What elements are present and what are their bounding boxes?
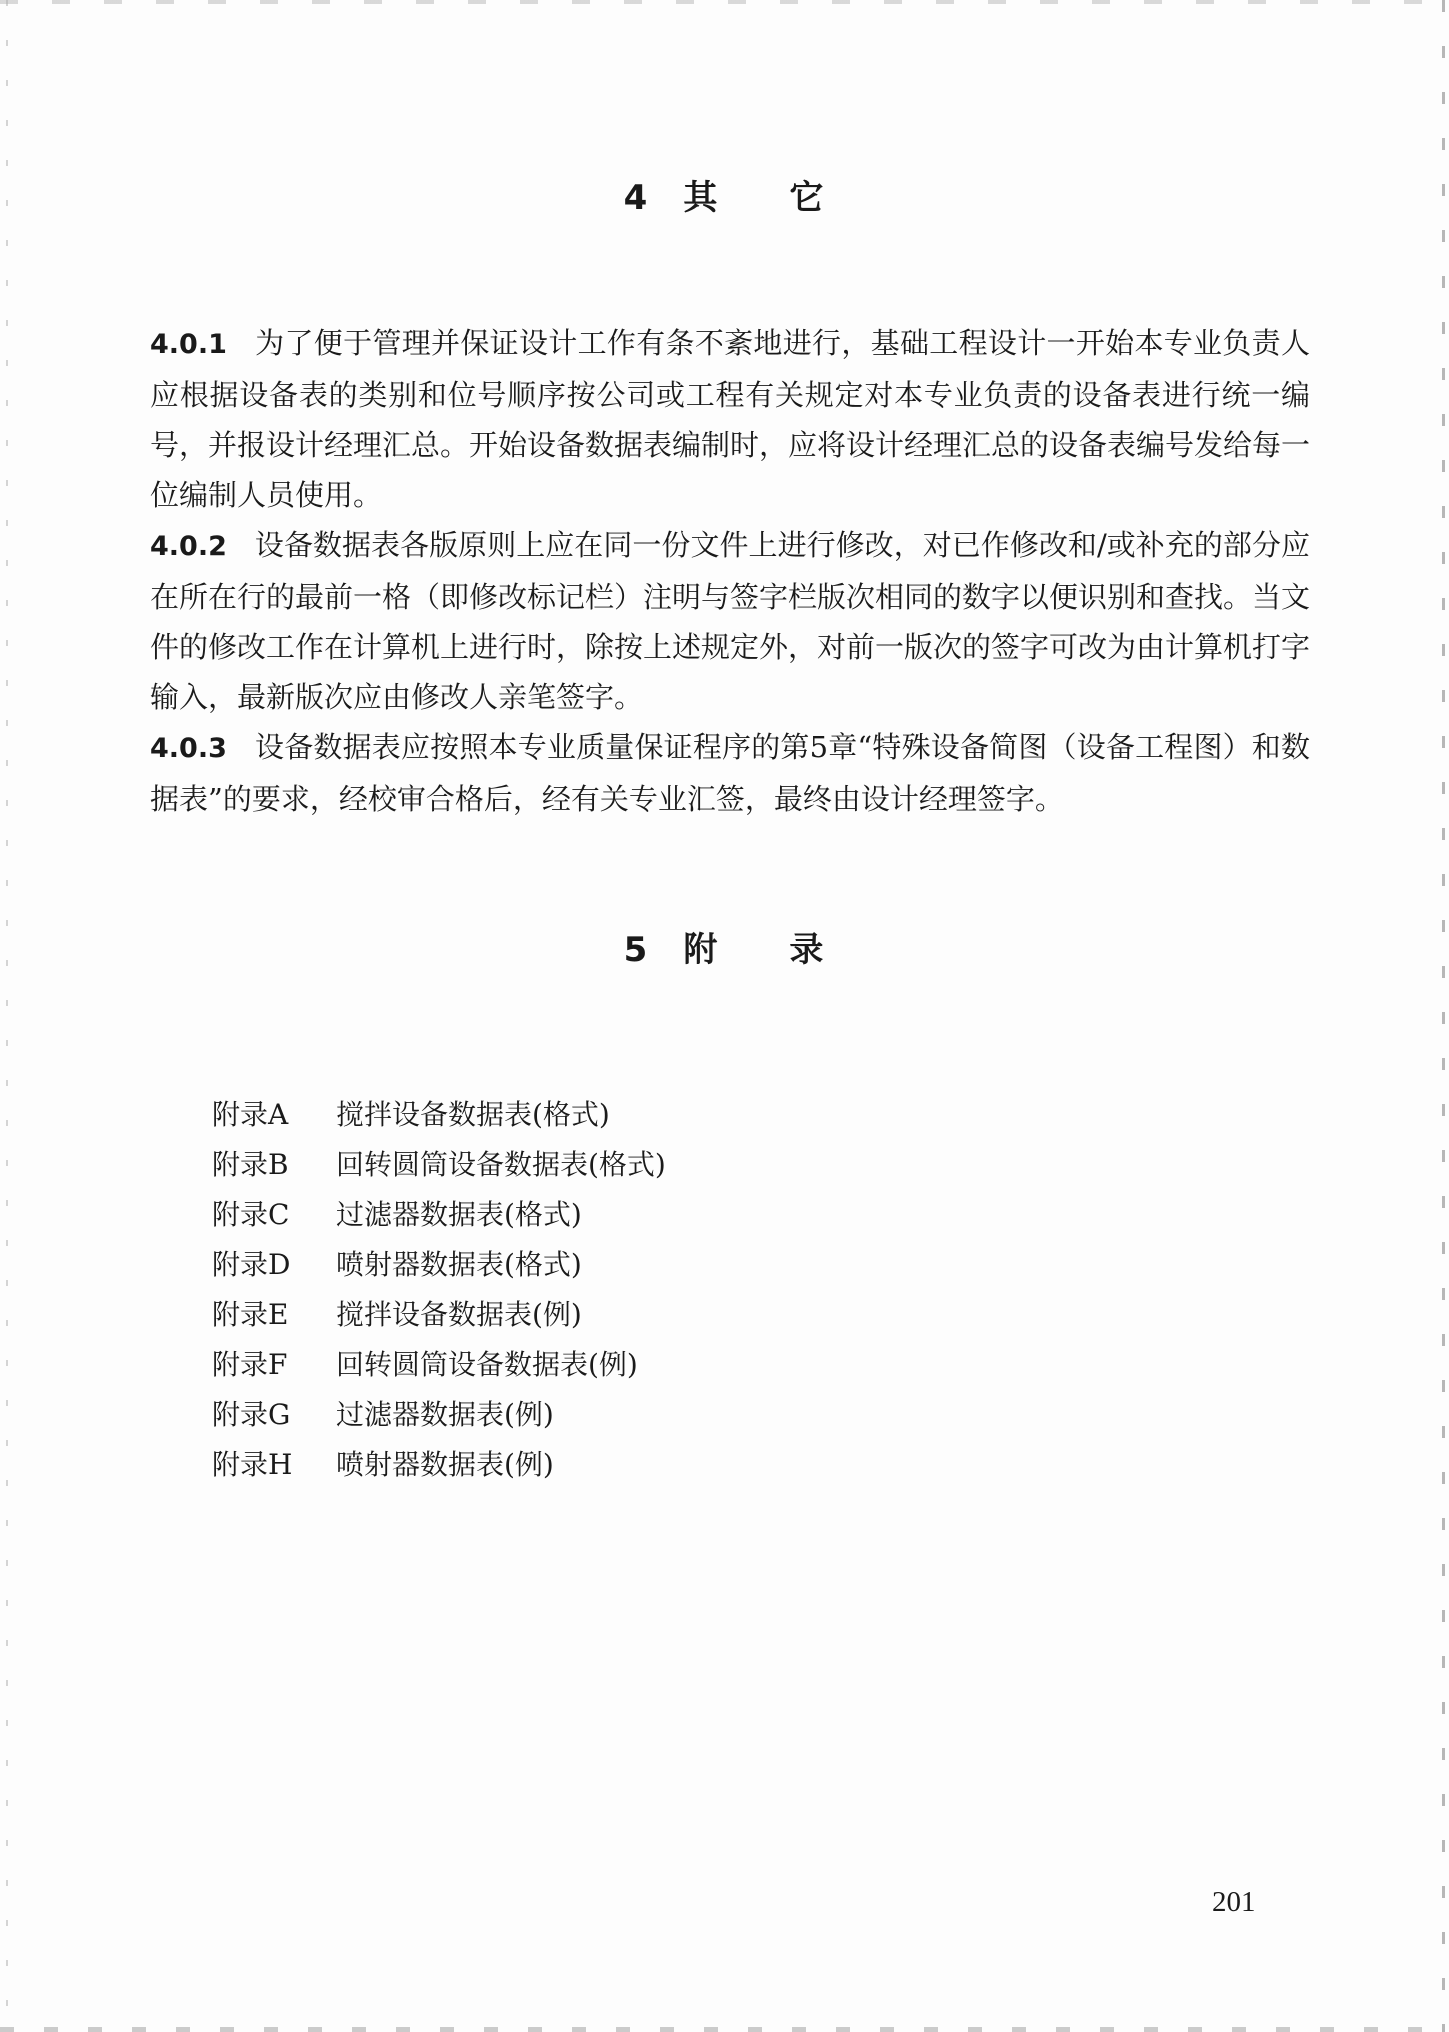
chapter-4-title: [0, 170, 1449, 219]
appendix-title: 过滤器数据表(例): [336, 1398, 554, 1431]
appendix-title: 回转圆筒设备数据表(格式): [336, 1148, 666, 1181]
chapter-5-title-char-1: 附: [683, 930, 720, 970]
appendix-list: [212, 1090, 666, 1490]
appendix-item-g: [212, 1390, 666, 1440]
appendix-code: 附录H: [212, 1448, 293, 1481]
clause-number: 4.0.3: [150, 733, 227, 764]
appendix-title: 搅拌设备数据表(格式): [336, 1098, 610, 1131]
chapter-4-title-char-2: 它: [789, 178, 826, 218]
chapter-4-body: [150, 318, 1310, 824]
appendix-item-c: [212, 1190, 666, 1240]
appendix-item-d: [212, 1240, 666, 1290]
appendix-code: 附录C: [212, 1198, 290, 1231]
clause-4-0-2: [150, 520, 1310, 722]
appendix-title: 回转圆筒设备数据表(例): [336, 1348, 638, 1381]
scan-edge-top: [0, 0, 1449, 4]
appendix-item-f: [212, 1340, 666, 1390]
appendix-item-h: [212, 1440, 666, 1490]
appendix-title: 喷射器数据表(格式): [336, 1248, 582, 1281]
appendix-code: 附录A: [212, 1098, 289, 1131]
appendix-item-b: [212, 1140, 666, 1190]
clause-number: 4.0.1: [150, 329, 227, 360]
page-number: 201: [1212, 1886, 1256, 1918]
clause-number: 4.0.2: [150, 531, 227, 562]
clause-text: 为了便于管理并保证设计工作有条不紊地进行，基础工程设计一开始本专业负责人应根据设备表的类别和位号顺序按公司或工程有关规定对本专业负责的设备表进行统一编号，并报设计经理汇总。开始设备数据表编制时，应将设计经理汇总的设备表编号发给每一位编制人员使用。: [150, 326, 1311, 512]
appendix-code: 附录F: [212, 1348, 288, 1381]
clause-text: 设备数据表各版原则上应在同一份文件上进行修改，对已作修改和/或补充的部分应在所在行的最前一格（即修改标记栏）注明与签字栏版次相同的数字以便识别和查找。当文件的修改工作在计算机上进行时，除按上述规定外，对前一版次的签字可改为由计算机打字输入，最新版次应由修改人亲笔签字。: [150, 528, 1311, 714]
appendix-item-a: [212, 1090, 666, 1140]
chapter-5-number: 5: [623, 930, 650, 970]
appendix-title: 搅拌设备数据表(例): [336, 1298, 582, 1331]
chapter-5-title: [0, 922, 1449, 971]
scan-edge-right: [1442, 0, 1445, 2032]
scan-edge-left: [6, 0, 8, 2032]
appendix-code: 附录D: [212, 1248, 291, 1281]
appendix-title: 过滤器数据表(格式): [336, 1198, 582, 1231]
chapter-4-number: 4: [623, 178, 650, 218]
appendix-title: 喷射器数据表(例): [336, 1448, 554, 1481]
appendix-code: 附录B: [212, 1148, 289, 1181]
scan-edge-bottom: [0, 2027, 1449, 2032]
appendix-item-e: [212, 1290, 666, 1340]
clause-text: 设备数据表应按照本专业质量保证程序的第5章“特殊设备简图（设备工程图）和数据表”的要求，经校审合格后，经有关专业汇签，最终由设计经理签字。: [150, 730, 1310, 816]
appendix-code: 附录E: [212, 1298, 289, 1331]
clause-4-0-3: [150, 722, 1310, 824]
chapter-5-title-char-2: 录: [789, 930, 826, 970]
clause-4-0-1: [150, 318, 1310, 520]
appendix-code: 附录G: [212, 1398, 291, 1431]
chapter-4-title-char-1: 其: [683, 178, 720, 218]
